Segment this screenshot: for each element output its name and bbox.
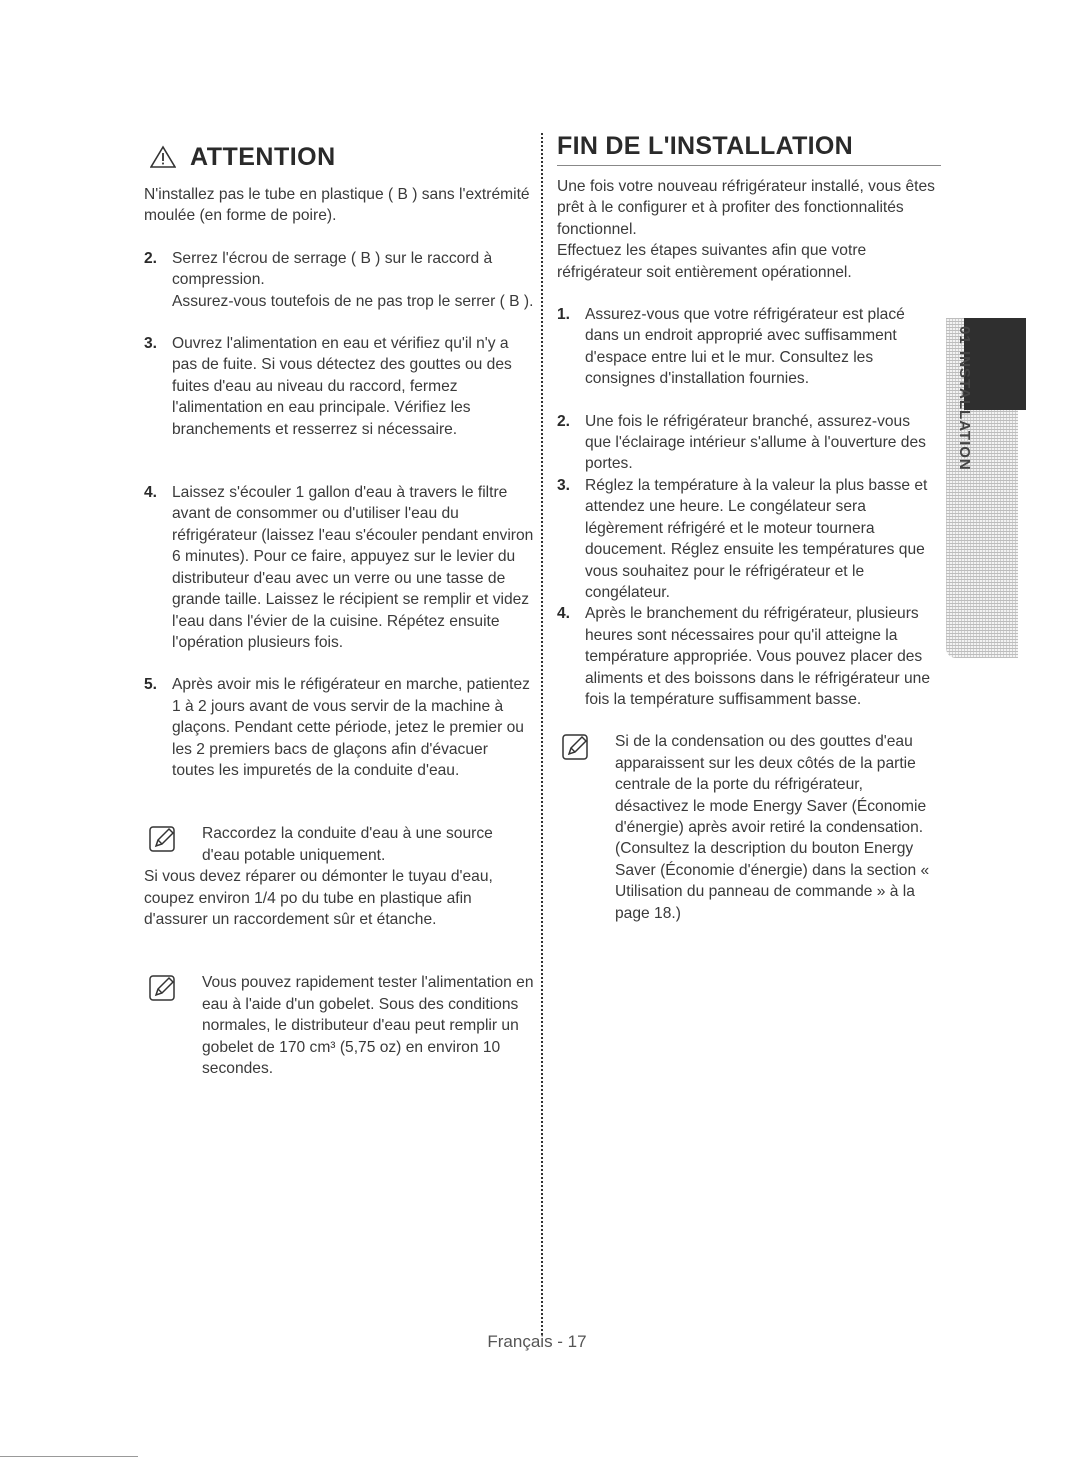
left-column: [144, 140, 534, 1079]
step-text: Assurez-vous que votre réfrigérateur est placé dans un endroit approprié avec suffisamment d'espace entre lui et le mur. Consultez les consignes d'installation fournies.: [585, 306, 905, 388]
section-title: FIN DE L'INSTALLATION: [557, 132, 941, 166]
note-condensation: [557, 731, 939, 924]
note-pencil-icon: [561, 732, 591, 762]
step-text: Une fois le réfrigérateur branché, assurez-vous que l'éclairage intérieur s'allume à l'ouverture des portes.: [585, 412, 926, 473]
column-divider: [541, 133, 543, 1335]
chapter-number: 01: [956, 326, 973, 345]
note-pencil-icon: [148, 824, 178, 854]
step-text: Ouvrez l'alimentation en eau et vérifiez qu'il n'y a pas de fuite. Si vous détectez des gouttes ou des fuites d'eau au niveau du raccord, fermez l'alimentation en eau principale. Vérifiez les branchements et resserrez si nécessaire.: [172, 335, 512, 438]
step-2: [557, 411, 939, 475]
step-text: Assurez-vous toutefois de ne pas trop le serrer ( B ).: [172, 292, 534, 310]
step-5: [144, 674, 534, 781]
step-1: [557, 304, 939, 390]
note-text: Si de la condensation ou des gouttes d'eau apparaissent sur les deux côtés de la partie centrale de la porte du réfrigérateur, désactivez le mode Energy Saver (Économie d'énergie) après avoir retiré la condensation. (Consultez la description du bouton Energy Saver (Économie d'énergie) dans la section « Utilisation du panneau de commande » à la page 18.): [615, 733, 930, 922]
note-text: Vous pouvez rapidement tester l'alimentation en eau à l'aide d'un gobelet. Sous des conditions normales, le distributeur d'eau peut remplir un gobelet de 170 cm³ (5,75 oz) en environ 10 secondes.: [202, 974, 534, 1077]
attention-heading: [150, 140, 534, 174]
chapter-label: INSTALLATION: [956, 350, 973, 471]
note-water-test: [144, 972, 534, 1079]
warning-triangle-icon: [150, 145, 176, 169]
step-text: Laissez s'écouler 1 gallon d'eau à travers le filtre avant de consommer ou d'utiliser l'eau du réfrigérateur (laissez l'eau s'écouler pendant environ 6 minutes). Pour ce faire, appuyez sur le levier du distributeur d'eau avec un verre ou une tasse de grande taille. Laissez le récipient se remplir et videz l'eau dans l'évier de la cuisine. Répétez ensuite l'opération plusieurs fois.: [172, 484, 534, 651]
step-number: 1.: [557, 306, 571, 324]
step-number: 4.: [557, 605, 571, 623]
bottom-rule: [0, 1456, 138, 1457]
step-number: 4.: [144, 484, 158, 502]
step-number: 2.: [144, 249, 158, 267]
note-pencil-icon: [148, 973, 178, 1003]
step-text: Serrez l'écrou de serrage ( B ) sur le raccord à compression.: [172, 249, 493, 289]
step-text: Après avoir mis le réfigérateur en marche, patientez 1 à 2 jours avant de vous servir de la machine à glaçons. Pendant cette période, jetez le premier ou les 2 premiers bacs de glaçons afin d'évacuer toutes les impuretés de la conduite d'eau.: [172, 676, 530, 779]
intro-text: Une fois votre nouveau réfrigérateur installé, vous êtes prêt à le configurer et à profiter des fonctionnalités fonctionnel.: [557, 178, 935, 238]
step-text: Après le branchement du réfrigérateur, plusieurs heures sont nécessaires pour qu'il atteigne la température appropriée. Vous pouvez placer des aliments et des boissons dans le réfrigérateur une fois la température suffisamment basse.: [585, 605, 930, 708]
note-text: Raccordez la conduite d'eau à une source d'eau potable uniquement.: [202, 825, 493, 864]
step-number: 3.: [557, 476, 571, 494]
attention-title: ATTENTION: [190, 142, 336, 171]
step-number: 2.: [557, 412, 571, 430]
step-4: [557, 603, 939, 710]
note-followup-text: Si vous devez réparer ou démonter le tuyau d'eau, coupez environ 1/4 po du tube en plastique afin d'assurer un raccordement sûr et étanche.: [144, 868, 493, 928]
step-text: Réglez la température à la valeur la plus basse et attendez une heure. Le congélateur sera légèrement réfrigéré et le moteur tournera doucement. Réglez ensuite les températures que vous souhaitez pour le réfrigérateur et le congélateur.: [585, 476, 928, 601]
step-number: 5.: [144, 676, 158, 694]
right-column: [557, 132, 939, 924]
attention-text: N'installez pas le tube en plastique ( B ) sans l'extrémité moulée (en forme de poire).: [144, 186, 530, 225]
step-2: [144, 248, 534, 312]
step-4: [144, 482, 534, 653]
intro-text: Effectuez les étapes suivantes afin que votre réfrigérateur soit entièrement opérationnel.: [557, 242, 867, 281]
step-3: [557, 475, 939, 603]
step-3: [144, 333, 534, 440]
chapter-side-tab: [946, 318, 1026, 658]
side-tab-label: [956, 326, 974, 506]
note-water-source: [144, 823, 534, 866]
page-footer: Français - 17: [487, 1332, 587, 1351]
step-number: 3.: [144, 335, 158, 353]
